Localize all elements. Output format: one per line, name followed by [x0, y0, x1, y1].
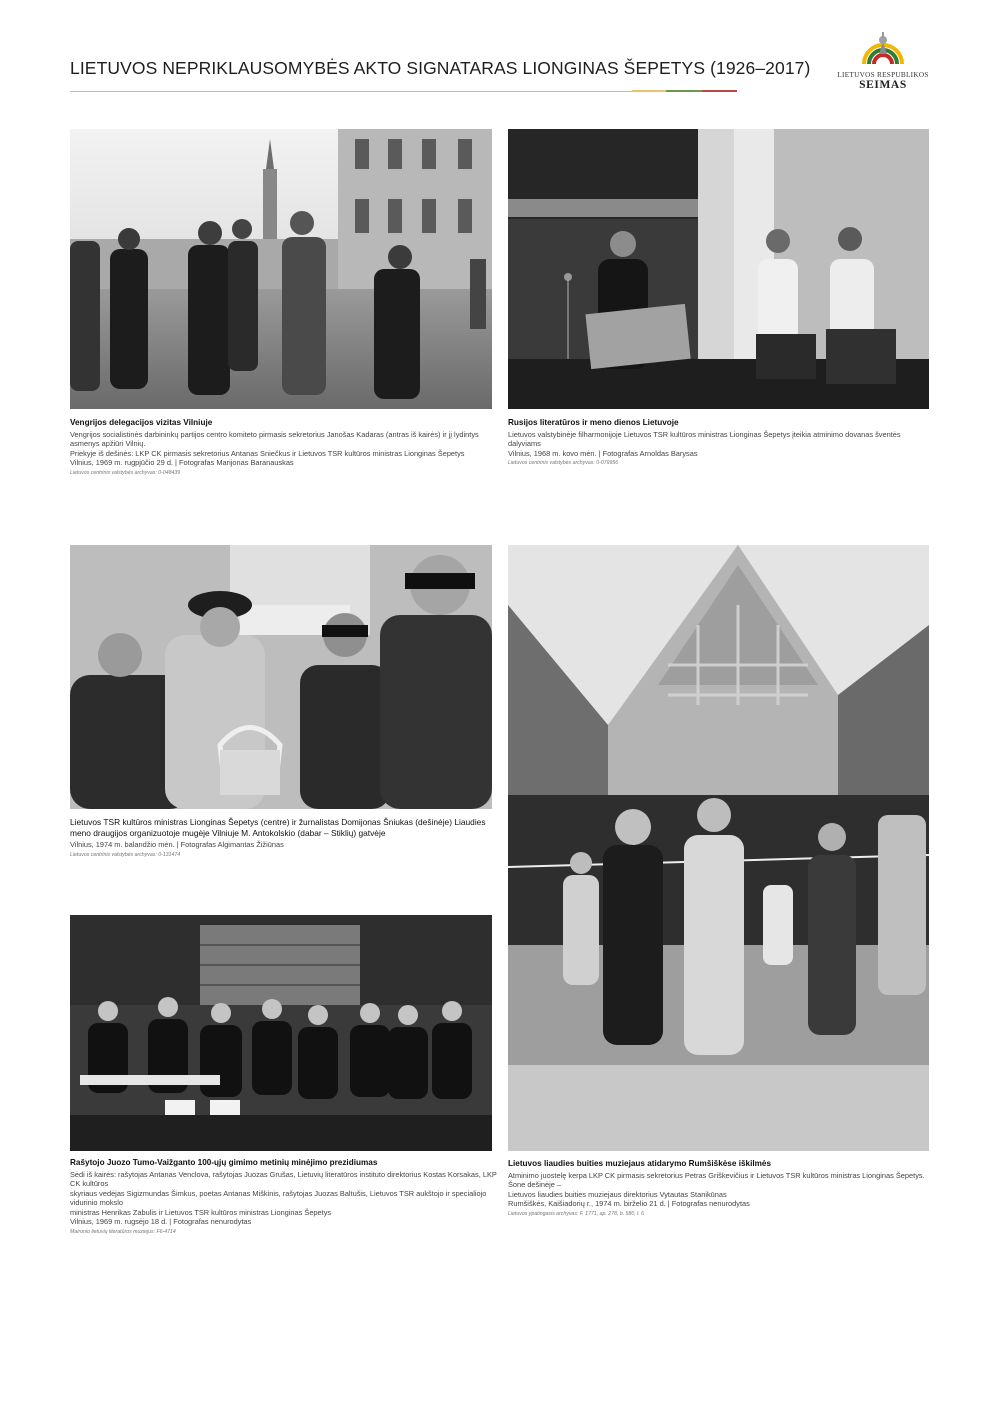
photo-presidium — [70, 915, 492, 1151]
caption-line: Priekyje iš dešinės: LKP CK pirmasis sekretorius Antanas Sniečkus ir Lietuvos TSR kultūros ministras Lionginas Šepetys — [70, 448, 465, 458]
page-title: LIETUVOS NEPRIKLAUSOMYBĖS AKTO SIGNATARAS LIONGINAS ŠEPETYS (1926–2017) — [70, 58, 811, 78]
title-divider-accent-red — [702, 90, 737, 92]
caption-line: Rumšiškės, Kaišiadorių r., 1974 m. birželio 21 d. | Fotografas nenurodytas — [508, 1199, 750, 1209]
caption-title: Lietuvos TSR kultūros ministras Lionginas Šepetys (centre) ir žurnalistas Domijonas Šniukas (dešinėje) Liaudies meno draugijos organizuotoje mugėje Vilniuje M. Antokolskio (dabar – Stiklių) gatvėje — [70, 817, 486, 838]
caption-line: skyriaus vedėjas Sigizmundas Šimkus, poetas Antanas Miškinis, rašytojas Juozas Baltušis, Lietuvos TSR aukštojo ir specialiojo vidurinio mokslo — [70, 1188, 487, 1208]
caption-delegation-vilnius — [70, 418, 500, 477]
caption-line: Sėdi iš kairės: rašytojas Antanas Venclova, rašytojas Juozas Grušas, Lietuvių literatūros instituto direktorius Kostas Korsakas, LKP CK kultūros — [70, 1169, 497, 1189]
caption-title: Rašytojo Juozo Tumo-Vaižganto 100-ųjų gimimo metinių minėjimo prezidiumas — [70, 1158, 378, 1167]
caption-folk-art-fair — [70, 817, 500, 859]
seimas-emblem-icon — [860, 28, 906, 68]
logo-text-line1: LIETUVOS RESPUBLIKOS — [837, 71, 929, 79]
caption-line: Vilnius, 1969 m. rugpjūčio 29 d. | Fotografas Marijonas Baranauskas — [70, 458, 294, 468]
caption-source: Maironio lietuvių literatūros muziejus: F6-4714 — [70, 1229, 176, 1236]
caption-line: Atminimo juostelę kerpa LKP CK pirmasis sekretorius Petras Griškevičius ir Lietuvos TSR kultūros ministras Lionginas Šepetys. Šone dešinėje – — [508, 1170, 925, 1190]
caption-source: Lietuvos centrinis valstybės archyvas: 0-048439 — [70, 469, 181, 476]
title-divider-accent-yellow — [632, 90, 666, 92]
caption-philharmonic-gifts — [508, 418, 929, 467]
caption-line: ministras Henrikas Zabulis ir Lietuvos TSR kultūros ministras Lionginas Šepetys — [70, 1207, 332, 1217]
photo-philharmonic-gifts — [508, 129, 929, 409]
caption-line: Vilnius, 1969 m. rugsėjo 18 d. | Fotografas nenurodytas — [70, 1217, 252, 1227]
caption-line: Vilnius, 1974 m. balandžio mėn. | Fotografas Algimantas Žižiūnas — [70, 840, 284, 849]
photo-folk-art-fair — [70, 545, 492, 809]
caption-source: Lietuvos centrinis valstybės archyvas: 0-131474 — [70, 851, 181, 858]
caption-title: Rusijos literatūros ir meno dienos Lietuvoje — [508, 418, 679, 427]
seimas-logo — [835, 28, 931, 98]
photo-delegation-vilnius — [70, 129, 492, 409]
photo-museum-opening — [508, 545, 929, 1151]
caption-title: Vengrijos delegacijos vizitas Vilniuje — [70, 418, 213, 427]
caption-source: Lietuvos centrinis valstybės archyvas: 0-079956 — [508, 460, 619, 467]
logo-text-line2: SEIMAS — [859, 79, 907, 91]
title-divider-accent-green — [666, 90, 702, 92]
caption-line: Lietuvos valstybinėje filharmonijoje Lietuvos TSR kultūros ministras Lionginas Šepetys įteikia atminimo dovanas šventės dalyviams — [508, 429, 901, 449]
caption-museum-opening — [508, 1159, 929, 1218]
caption-line: Vilnius, 1968 m. kovo mėn. | Fotografas Arnoldas Barysas — [508, 448, 698, 458]
caption-title: Lietuvos liaudies buities muziejaus atidarymo Rumšiškėse iškilmės — [508, 1159, 772, 1168]
caption-line: Lietuvos liaudies buities muziejaus direktorius Vytautas Stanikūnas — [508, 1189, 727, 1199]
caption-source: Lietuvos ypatingasis archyvas: F. 1771, ap. 278, b. 580, l. 6 — [508, 1210, 645, 1217]
caption-presidium — [70, 1158, 500, 1236]
caption-line: Vengrijos socialistinės darbininkų partijos centro komiteto pirmasis sekretorius Janošas Kadaras (antras iš kairės) ir jį lydintys asmenys apžiūri Vilnių. — [70, 429, 479, 449]
